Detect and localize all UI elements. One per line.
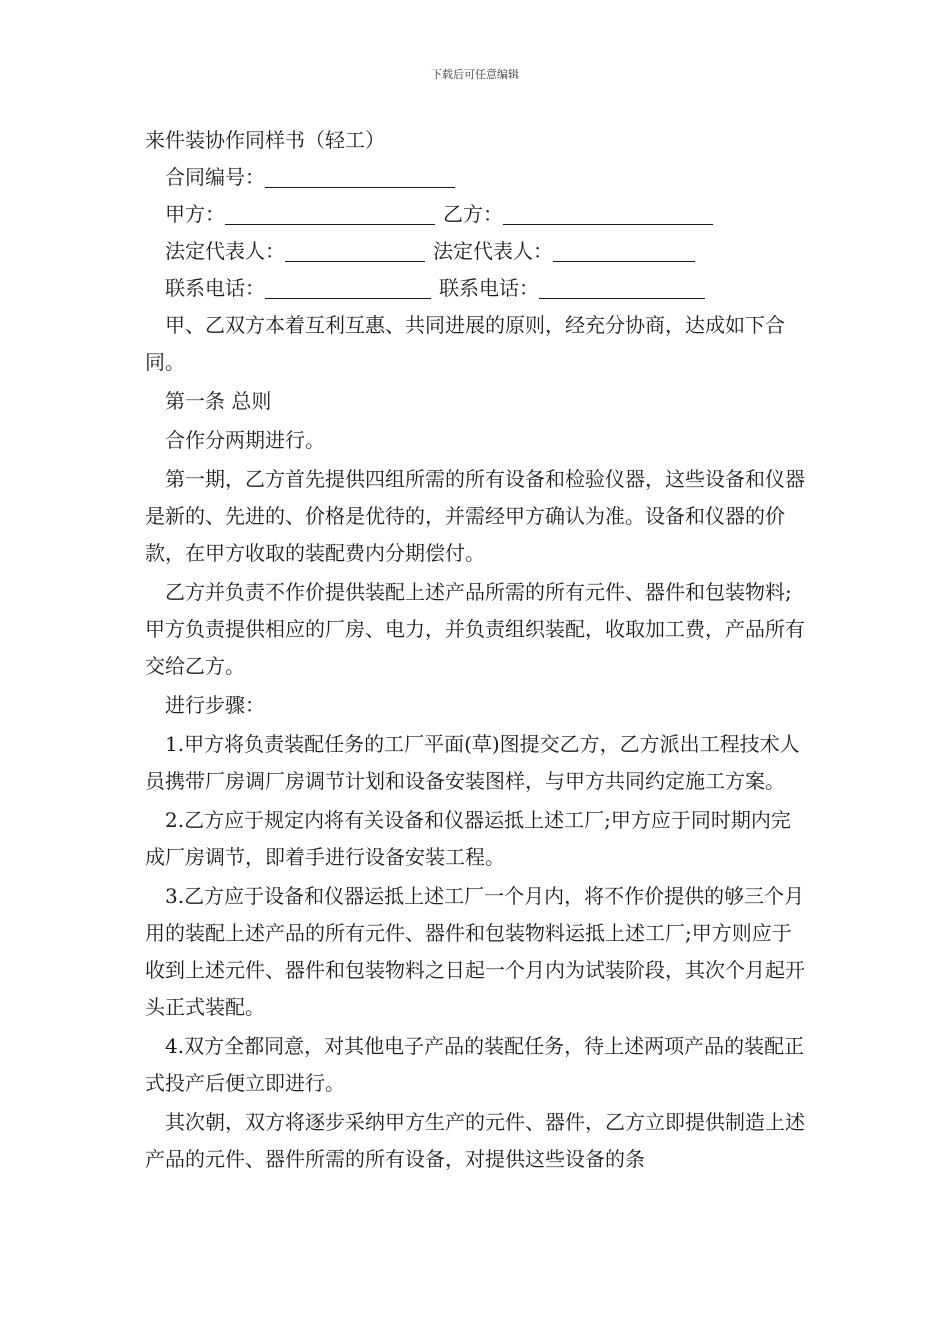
- article-heading: 第一条 总则: [165, 389, 272, 413]
- page-header: 下载后可任意编辑: [431, 68, 519, 81]
- rep-b-blank: [553, 237, 695, 262]
- phone-a-blank: [265, 274, 431, 299]
- rep-a-blank: [285, 237, 425, 262]
- paragraph-steps-heading: 进行步骤：: [165, 693, 265, 717]
- rep-b-label: 法定代表人：: [433, 239, 553, 263]
- document-title: 来件装协作同样书（轻工）: [145, 128, 385, 152]
- paragraph-phase-two: 其次朝，双方将逐步采纳甲方生产的元件、器件，乙方立即提供制造上述产品的元件、器件所需的所有设备，对提供这些设备的条: [145, 1110, 805, 1171]
- document-body: [145, 122, 810, 1180]
- phones-line: [145, 270, 810, 307]
- party-a-label: 甲方：: [165, 202, 225, 226]
- contract-number-label: 合同编号：: [165, 165, 265, 189]
- paragraph-step-2: 2.乙方应于规定内将有关设备和仪器运抵上述工厂;甲方应于同时期内完成厂房调节，即着手进行设备安装工程。: [145, 808, 791, 869]
- paragraph-party-b-duty: 乙方并负责不作价提供装配上述产品所需的所有元件、器件和包装物料;甲方负责提供相应的厂房、电力，并负责组织装配，收取加工费，产品所有交给乙方。: [145, 580, 805, 678]
- parties-line: [145, 196, 810, 233]
- party-b-blank: [503, 200, 713, 225]
- phone-b-label: 联系电话：: [439, 276, 539, 300]
- paragraph-step-4: 4.双方全都同意，对其他电子产品的装配任务，待上述两项产品的装配正式投产后便立即进行。: [145, 1034, 805, 1095]
- paragraph-preamble: 甲、乙双方本着互利互惠、共同进展的原则，经充分协商，达成如下合同。: [145, 313, 785, 374]
- phone-b-blank: [539, 274, 705, 299]
- rep-a-label: 法定代表人：: [165, 239, 285, 263]
- party-b-label: 乙方：: [443, 202, 503, 226]
- paragraph-step-1: 1.甲方将负责装配任务的工厂平面(草)图提交乙方，乙方派出工程技术人员携带厂房调厂房调节计划和设备安装图样，与甲方共同约定施工方案。: [145, 732, 800, 793]
- representatives-line: [145, 233, 810, 270]
- phone-a-label: 联系电话：: [165, 276, 265, 300]
- contract-number-blank: [265, 163, 455, 188]
- paragraph-step-3: 3.乙方应于设备和仪器运抵上述工厂一个月内，将不作价提供的够三个月用的装配上述产品的所有元件、器件和包装物料运抵上述工厂;甲方则应于收到上述元件、器件和包装物料之日起一个月内为试装阶段，其次个月起开头正式装配。: [145, 884, 805, 1019]
- paragraph-phase-one: 第一期，乙方首先提供四组所需的所有设备和检验仪器，这些设备和仪器是新的、先进的、价格是优待的，并需经甲方确认为准。设备和仪器的价款，在甲方收取的装配费内分期偿付。: [145, 467, 805, 565]
- paragraph-phases: 合作分两期进行。: [165, 428, 325, 452]
- contract-number-line: [145, 159, 810, 196]
- party-a-blank: [225, 200, 435, 225]
